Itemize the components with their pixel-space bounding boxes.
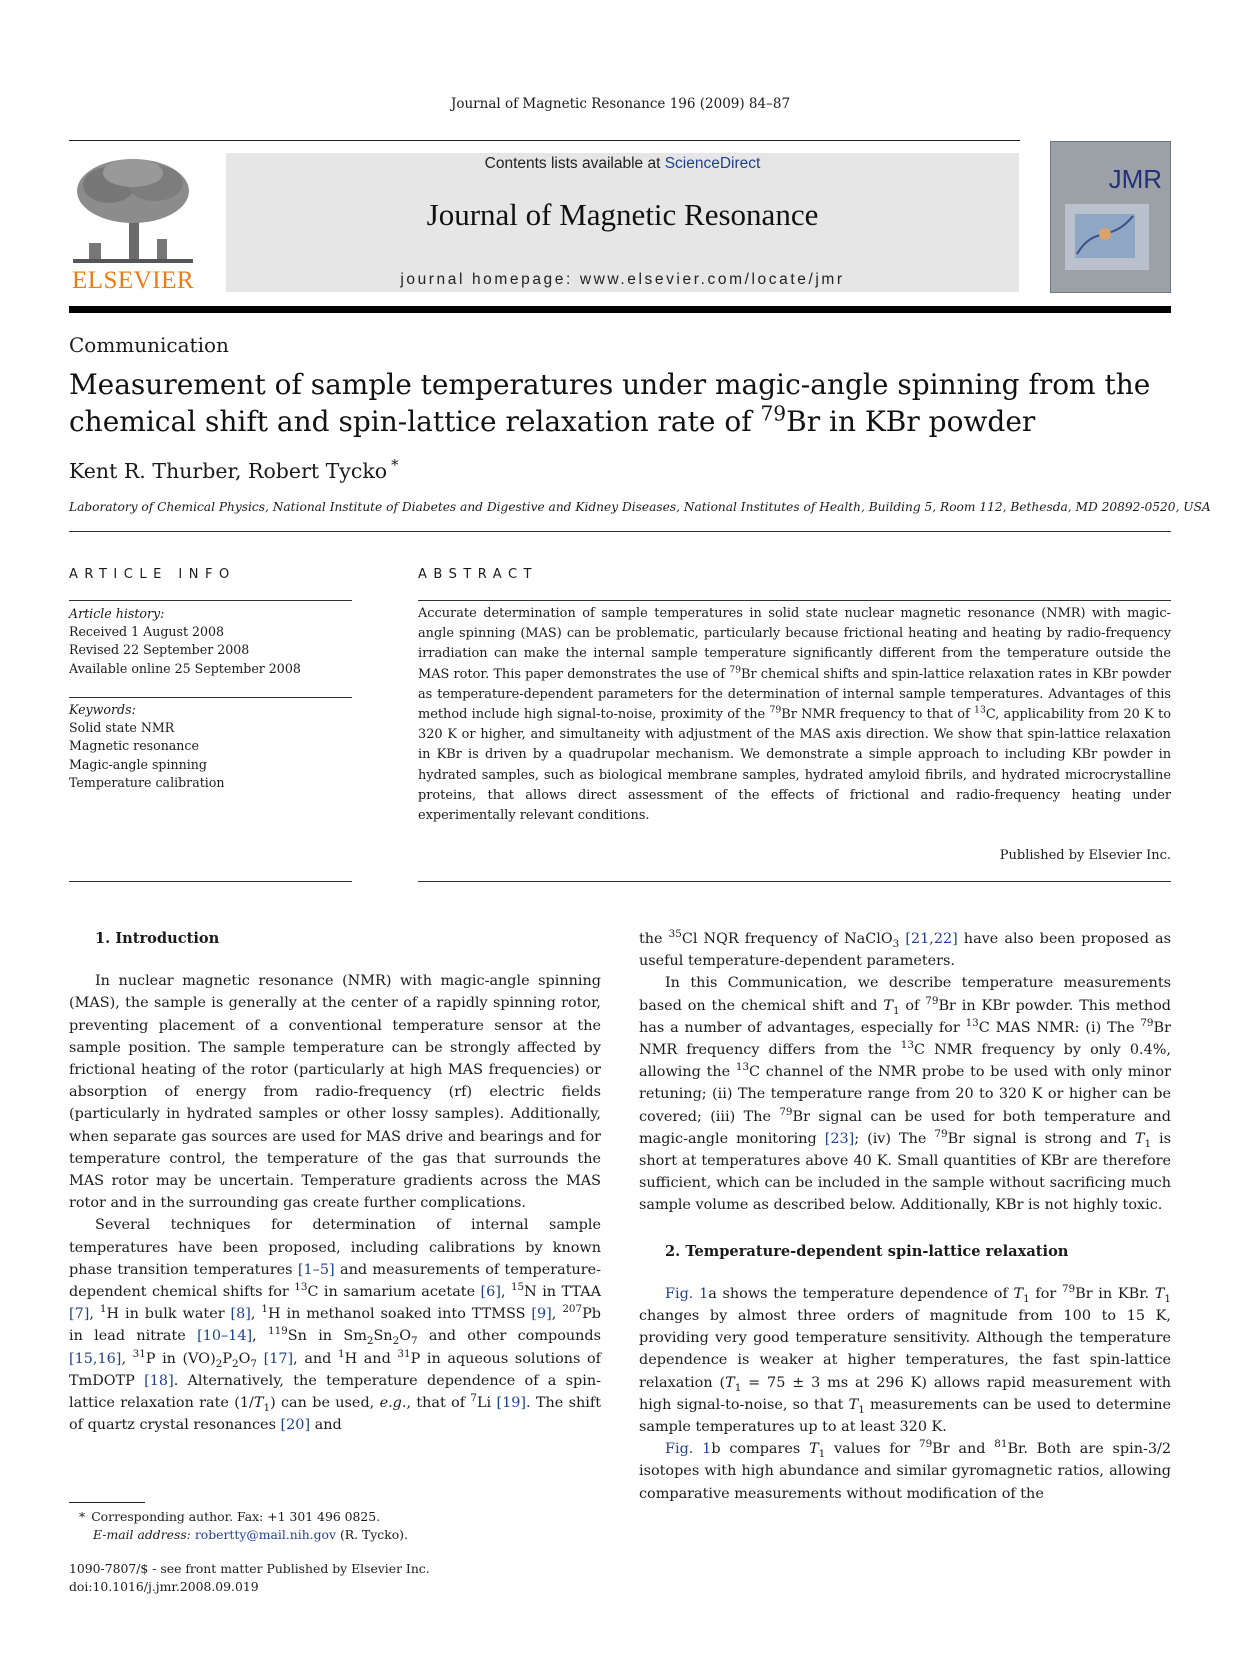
- bottom-meta: [69, 1560, 609, 1596]
- issn-line: 1090-7807/$ - see front matter Published by Elsevier Inc.: [69, 1561, 430, 1576]
- title-line-2: chemical shift and spin-lattice relaxation rate of $^{79}$Br in KBr powder: [69, 401, 1036, 438]
- contents-line: [226, 155, 1019, 173]
- affiliation-rule: [69, 531, 1171, 532]
- abstract-text: Accurate determination of sample temperatures in solid state nuclear magnetic resonance (NMR) with magic-angle spinning (MAS) can be problematic, particularly because frictional heating and heating by radio-frequency irradiation can make the internal sample temperature significantly different from the temperature outside the MAS rotor. This paper demonstrates the use of $^{79}$Br chemical shifts and spin-lattice relaxation rates in KBr powder as temperature-dependent parameters for the determination of internal sample temperatures. Advantages of this method include high signal-to-noise, proximity of the $^{79}$Br NMR frequency to that of $^{13}$C, applicability from 20 K to 320 K or higher, and simultaneity with adjustment of the MAS axis direction. We show that spin-lattice relaxation in KBr is driven by a quadrupolar mechanism. We demonstrate a simple approach to including KBr powder in hydrated samples, such as biological membrane samples, hydrated amyloid fibrils, and hydrated microcrystalline proteins, that allows direct assessment of the effects of frictional and radio-frequency heating under experimentally relevant conditions.: [418, 606, 1172, 824]
- article-info-heading: ARTICLE INFO: [69, 567, 236, 582]
- email-label: E-mail address:: [93, 1527, 191, 1542]
- email-suffix: (R. Tycko).: [339, 1527, 408, 1542]
- citation-link: [23]: [824, 1130, 855, 1147]
- elsevier-logo[interactable]: [69, 155, 197, 295]
- citation-link: [8]: [230, 1306, 251, 1323]
- sciencedirect-link[interactable]: ScienceDirect: [664, 155, 761, 172]
- intro-paragraph-3: In this Communication, we describe temperature measurements based on the chemical shift and $T_1$ of $^{79}$Br in KBr powder. This method has a number of advantages, especially for $^{13}$C MAS NMR: (i) The $^{79}$Br NMR frequency differs from the $^{13}$C NMR frequency by only 0.4%, allowing the $^{13}$C channel of the NMR probe to be used with only minor retuning; (ii) The temperature range from 20 to 320 K or higher can be covered; (iii) The $^{79}$Br signal can be used for both temperature and magic-angle monitoring [23]; (iv) The $^{79}$Br signal is strong and $T_1$ is short at temperatures above 40 K. Small quantities of KBr are therefore sufficient, which can be included in the sample without sacrificing much sample volume as described below. Additionally, KBr is not highly toxic.: [639, 975, 1172, 1214]
- citation-link: [17]: [263, 1350, 294, 1367]
- article-type: Communication: [69, 333, 229, 357]
- figure-link: Fig. 1: [665, 1285, 709, 1302]
- article-info-bottom-rule: [69, 881, 352, 882]
- online-date: Available online 25 September 2008: [69, 660, 301, 676]
- published-by: Published by Elsevier Inc.: [999, 848, 1171, 863]
- journal-cover[interactable]: [1050, 141, 1171, 293]
- citation-link: [20]: [280, 1417, 311, 1434]
- section-heading-relaxation: 2. Temperature-dependent spin-lattice relaxation: [665, 1242, 1069, 1260]
- keyword-item[interactable]: Magnetic resonance: [69, 738, 199, 754]
- contents-prefix: Contents lists available at: [484, 155, 665, 172]
- tree-icon: [69, 155, 197, 267]
- running-head: Journal of Magnetic Resonance 196 (2009) 84–87: [450, 96, 791, 112]
- corresponding-text: Corresponding author. Fax: +1 301 496 0825.: [91, 1509, 381, 1524]
- left-column: [69, 928, 601, 1436]
- header-rule: [69, 140, 1020, 141]
- keyword-item[interactable]: Solid state NMR: [69, 720, 175, 736]
- journal-homepage[interactable]: journal homepage: www.elsevier.com/locate/jmr: [400, 271, 845, 288]
- footnote-rule: [69, 1502, 145, 1503]
- affiliation: Laboratory of Chemical Physics, National Institute of Diabetes and Digestive and Kidney Diseases, National Institutes of Health, Building 5, Room 112, Bethesda, MD 20892-0520, USA: [69, 500, 1211, 514]
- revised-date: Revised 22 September 2008: [69, 642, 250, 658]
- journal-banner: [226, 153, 1019, 292]
- citation-link: [7]: [69, 1306, 90, 1323]
- section-heading-introduction: 1. Introduction: [95, 930, 220, 947]
- right-paragraph-cont: the $^{35}$Cl NQR frequency of NaClO$_3$ [21,22] have also been proposed as useful temperature-dependent parameters.: [639, 928, 1171, 970]
- publisher-wordmark: ELSEVIER: [71, 267, 195, 294]
- footnotes: [69, 1508, 609, 1544]
- footnote-star: *: [79, 1509, 86, 1524]
- corresponding-mark[interactable]: *: [391, 457, 399, 475]
- cover-label: JMR: [1108, 164, 1162, 194]
- citation-link: [15,16]: [69, 1350, 122, 1367]
- keyword-item[interactable]: Magic-angle spinning: [69, 756, 207, 772]
- history-label: Article history:: [69, 606, 165, 621]
- keyword-item[interactable]: Temperature calibration: [69, 774, 225, 790]
- email-link[interactable]: robertty@mail.nih.gov: [194, 1527, 337, 1542]
- abstract-heading: ABSTRACT: [418, 567, 538, 582]
- abstract-bottom-rule: [418, 881, 1171, 882]
- citation-link: [1–5]: [297, 1261, 335, 1278]
- article-title: [69, 366, 1169, 440]
- intro-paragraph-1: In nuclear magnetic resonance (NMR) with magic-angle spinning (MAS), the sample is generally at the center of a rapidly spinning rotor, preventing placement of a conventional temperature sensor at the sample position. The sample temperature can be strongly affected by frictional heating of the rotor (particularly at high MAS frequencies) or absorption of energy from radio-frequency (rf) electric fields (particularly in hydrated samples or other lossy samples). Additionally, when separate gas sources are used for MAS drive and bearings and for temperature control, the temperature of the gas that surrounds the MAS rotor may be uncertain. Temperature gradients across the MAS rotor and in the surrounding gas create further complications.: [69, 973, 601, 1212]
- abstract-rule: [418, 600, 1171, 601]
- citation-link: [10–14]: [197, 1328, 253, 1345]
- sec2-paragraph-2: Fig. 1b compares $T_1$ values for $^{79}$Br and $^{81}$Br. Both are spin-3/2 isotopes with high abundance and similar gyromagnetic ratios, allowing comparative measurements without modification of the: [639, 1438, 1172, 1502]
- citation-link: [21,22]: [905, 931, 958, 947]
- keywords: [69, 701, 352, 792]
- author-names: Kent R. Thurber, Robert Tycko: [69, 459, 388, 483]
- citation-link: [19]: [496, 1395, 527, 1412]
- corresponding-footnote: [69, 1508, 609, 1526]
- author-list: [69, 459, 399, 483]
- citation-link: [18]: [144, 1372, 174, 1389]
- article-history: [69, 605, 352, 678]
- citation-link: [6]: [480, 1284, 501, 1301]
- keywords-label: Keywords:: [69, 702, 136, 717]
- citation-link: [9]: [531, 1306, 552, 1323]
- title-line-1: Measurement of sample temperatures under magic-angle spinning from the: [69, 368, 1151, 401]
- email-footnote: [69, 1526, 609, 1544]
- journal-title[interactable]: Journal of Magnetic Resonance: [426, 197, 819, 232]
- figure-link: Fig. 1: [665, 1441, 712, 1458]
- doi-line[interactable]: doi:10.1016/j.jmr.2008.09.019: [69, 1579, 259, 1594]
- cover-graphic-icon: [1065, 204, 1149, 270]
- keywords-rule: [69, 697, 352, 698]
- right-column: [639, 928, 1171, 1505]
- banner-bottom-rule: [69, 306, 1171, 313]
- received-date: Received 1 August 2008: [69, 624, 225, 640]
- article-info-rule: [69, 600, 352, 601]
- intro-paragraph-2: Several techniques for determination of internal sample temperatures have been proposed, including calibrations by known phase transition temperatures [1–5] and measurements of temperature-dependent chemical shifts for $^{13}$C in samarium acetate [6], $^{15}$N in TTAA [7], $^1$H in bulk water [8], $^1$H in methanol soaked into TTMSS [9], $^{207}$Pb in lead nitrate [10–14], $^{119}$Sn in $Sm_2Sn_2O_7$ and other compounds [15,16], $^{31}$P in $(VO)_2P_2O_7$ [17], and $^1$H and $^{31}$P in aqueous solutions of TmDOTP [18]. Alternatively, the temperature dependence of a spin-lattice relaxation rate $(1/T_1)$ can be used, e.g., that of $^7$Li [19]. The shift of quartz crystal resonances [20] and: [69, 1217, 602, 1434]
- sec2-paragraph-1: Fig. 1a shows the temperature dependence of $T_1$ for $^{79}$Br in KBr. $T_1$ changes by almost three orders of magnitude from 100 to 15 K, providing very good temperature sensitivity. Although the temperature dependence is weaker at higher temperatures, the fast spin-lattice relaxation ($T_1 = 75 \pm 3$ ms at 296 K) allows rapid measurement with high signal-to-noise, so that $T_1$ measurements can be used to determine sample temperatures up to at least 320 K.: [639, 1283, 1172, 1436]
